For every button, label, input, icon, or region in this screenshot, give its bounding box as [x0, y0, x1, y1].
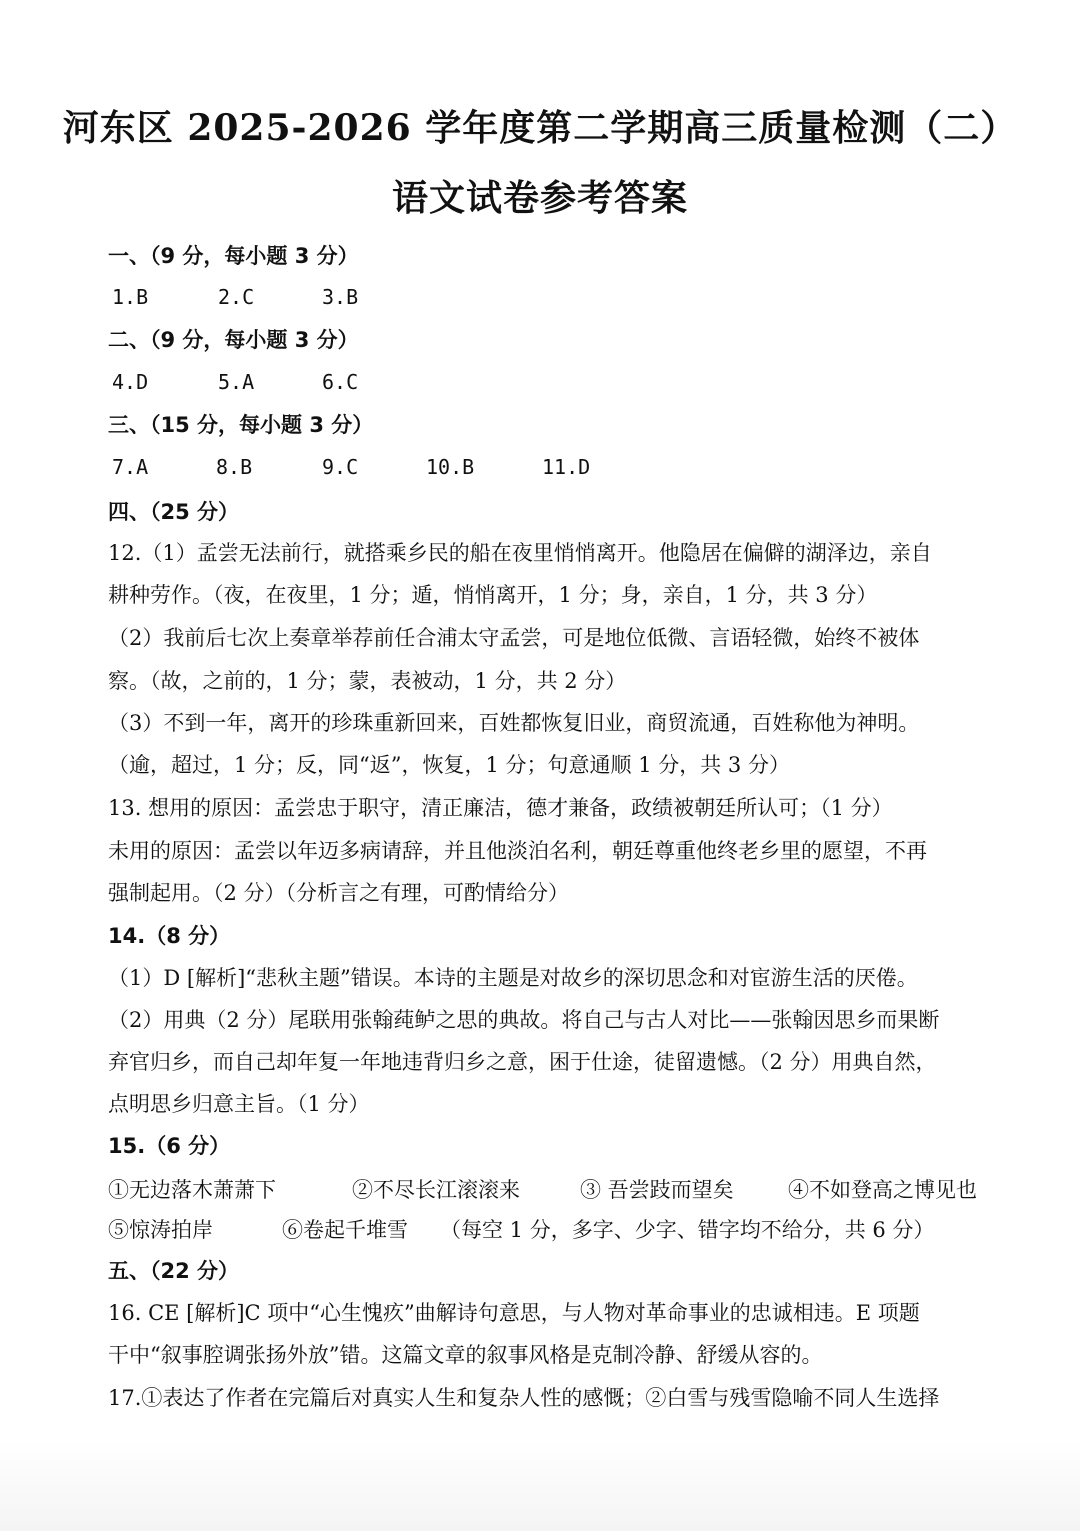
- answer-item: 5.A: [218, 370, 255, 394]
- section-heading-4: 四、（25 分）: [108, 500, 240, 524]
- question-heading-14: 14.（8 分）: [108, 924, 231, 948]
- answer-line: （2）我前后七次上奏章举荐前任合浦太守孟尝，可是地位低微、言语轻微，始终不被体: [108, 626, 920, 650]
- answer-item: 4.D: [112, 370, 149, 394]
- scoring-note: （每空 1 分，多字、少字、错字均不给分，共 6 分）: [440, 1218, 935, 1242]
- fill-blank-answer: ②不尽长江滚滚来: [352, 1178, 520, 1202]
- answer-line: 强制起用。（2 分）（分析言之有理，可酌情给分）: [108, 881, 570, 905]
- answer-line: 弃官归乡，而自己却年复一年地违背归乡之意，困于仕途，徒留遗憾。（2 分）用典自然，: [108, 1050, 937, 1074]
- fill-blank-answer: ⑥卷起千堆雪: [282, 1218, 408, 1242]
- answer-line: 察。（故，之前的，1 分；蒙，表被动，1 分，共 2 分）: [108, 669, 627, 693]
- answer-line: 干中“叙事腔调张扬外放”错。这篇文章的叙事风格是克制冷静、舒缓从容的。: [108, 1343, 823, 1367]
- answer-line: 13. 想用的原因：孟尝忠于职守，清正廉洁，德才兼备，政绩被朝廷所认可；（1 分）: [108, 796, 893, 820]
- section-heading-3: 三、（15 分，每小题 3 分）: [108, 413, 374, 437]
- fill-blank-answer: ⑤惊涛拍岸: [108, 1218, 213, 1242]
- page-bottom-margin: [0, 1440, 1080, 1531]
- answer-line: （1）D [解析]“悲秋主题”错误。本诗的主题是对故乡的深切思念和对宦游生活的厌倦。: [108, 966, 918, 990]
- answer-item: 8.B: [216, 455, 253, 479]
- answer-line: （3）不到一年，离开的珍珠重新回来，百姓都恢复旧业，商贸流通，百姓称他为神明。: [108, 711, 920, 735]
- answer-item: 6.C: [322, 370, 359, 394]
- answer-line: （逾，超过，1 分；反，同“返”，恢复，1 分；句意通顺 1 分，共 3 分）: [108, 753, 790, 777]
- answer-line: 未用的原因：孟尝以年迈多病请辞，并且他淡泊名利，朝廷尊重他终老乡里的愿望，不再: [108, 839, 927, 863]
- answer-line: 16. CE [解析]C 项中“心生愧疚”曲解诗句意思，与人物对革命事业的忠诚相违。E 项题: [108, 1301, 920, 1325]
- document-subtitle: 语文试卷参考答案: [391, 177, 688, 219]
- section-heading-1: 一、（9 分，每小题 3 分）: [108, 244, 359, 268]
- answer-line: 点明思乡归意主旨。（1 分）: [108, 1092, 370, 1116]
- fill-blank-answer: ①无边落木萧萧下: [108, 1178, 276, 1202]
- answer-item: 10.B: [426, 455, 475, 479]
- question-heading-15: 15.（6 分）: [108, 1134, 231, 1158]
- answer-line: （2）用典（2 分）尾联用张翰莼鲈之思的典故。将自己与古人对比——张翰因思乡而果断: [108, 1008, 940, 1032]
- fill-blank-answer: ③ 吾尝跂而望矣: [580, 1178, 734, 1202]
- answer-item: 2.C: [218, 285, 255, 309]
- answer-line: 17.①表达了作者在完篇后对真实人生和复杂人性的感慨；②白雪与残雪隐喻不同人生选择: [108, 1386, 940, 1410]
- answer-item: 7.A: [112, 455, 149, 479]
- section-heading-2: 二、（9 分，每小题 3 分）: [108, 328, 359, 352]
- answer-item: 11.D: [542, 455, 591, 479]
- answer-item: 3.B: [322, 285, 359, 309]
- document-title: 河东区 2025-2026 学年度第二学期高三质量检测（二）: [62, 107, 1018, 149]
- section-heading-5: 五、（22 分）: [108, 1259, 240, 1283]
- answer-item: 1.B: [112, 285, 149, 309]
- answer-line: 12.（1）孟尝无法前行，就搭乘乡民的船在夜里悄悄离开。他隐居在偏僻的湖泽边，亲自: [108, 541, 932, 565]
- answer-item: 9.C: [322, 455, 359, 479]
- fill-blank-answer: ④不如登高之博见也: [788, 1178, 977, 1202]
- answer-line: 耕种劳作。（夜，在夜里，1 分；遁，悄悄离开，1 分；身，亲自，1 分，共 3 分）: [108, 583, 878, 607]
